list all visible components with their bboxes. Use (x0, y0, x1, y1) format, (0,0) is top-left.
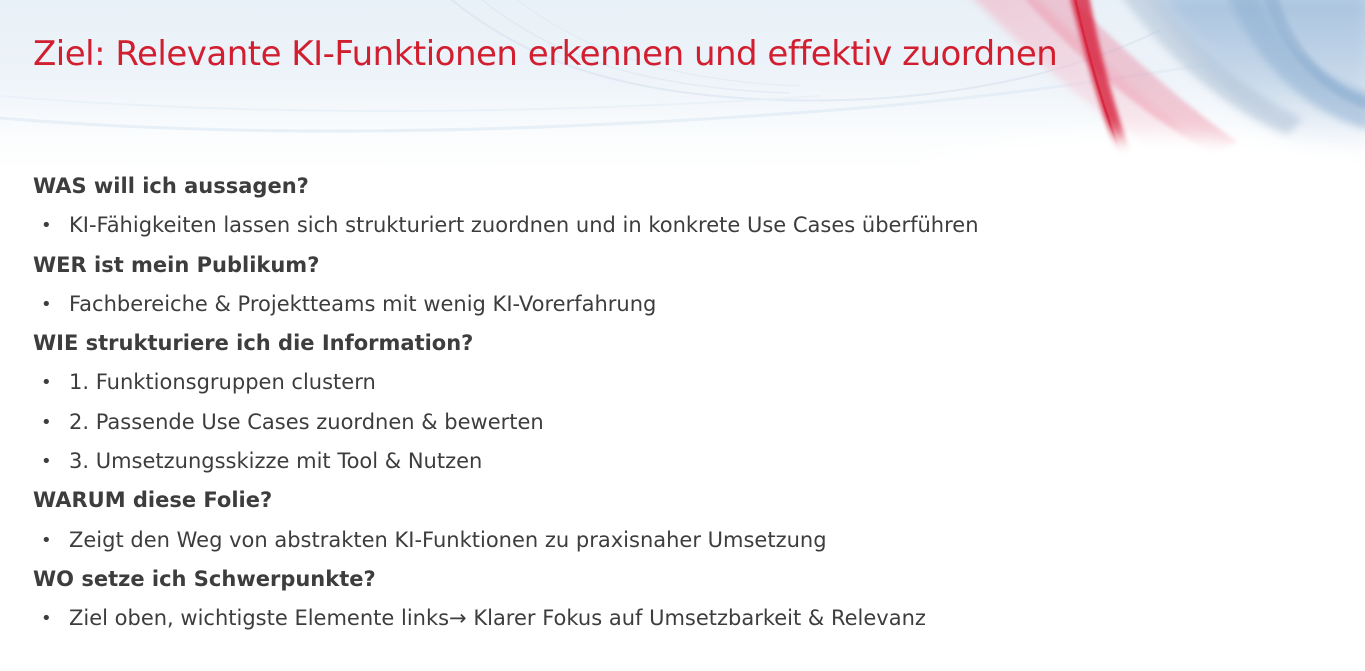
bullet-text: 1. Funktionsgruppen clustern (69, 370, 376, 395)
bullet-text: Fachbereiche & Projektteams mit wenig KI-Vorerfahrung (69, 291, 657, 316)
bullet-text: 3. Umsetzungsskizze mit Tool & Nutzen (69, 449, 483, 474)
bullet-marker: • (41, 215, 52, 237)
bullet-marker: • (41, 372, 52, 394)
bullet-marker: • (41, 529, 52, 551)
bullet-marker: • (41, 293, 52, 315)
bullet-item (33, 363, 1333, 402)
section-heading: WIE strukturiere ich die Information? (33, 331, 474, 356)
slide-title: Ziel: Relevante KI-Funktionen erkennen und effektiv zuordnen (33, 34, 1058, 74)
bullet-text: Ziel oben, wichtigste Elemente links→ Klarer Fokus auf Umsetzbarkeit & Relevanz (69, 606, 926, 631)
bullet-marker: • (41, 608, 52, 630)
bullet-item (33, 206, 1333, 245)
slide-body (33, 167, 1333, 639)
bullet-text: Zeigt den Weg von abstrakten KI-Funktionen zu praxisnaher Umsetzung (69, 527, 827, 552)
section-heading: WAS will ich aussagen? (33, 174, 309, 198)
bullet-item (33, 285, 1333, 324)
section-heading: WER ist mein Publikum? (33, 252, 320, 277)
section-heading: WARUM diese Folie? (33, 488, 273, 513)
section-heading: WO setze ich Schwerpunkte? (33, 566, 376, 591)
bullet-item (33, 442, 1333, 481)
bullet-item (33, 403, 1333, 442)
bullet-item (33, 521, 1333, 560)
bullet-item (33, 599, 1333, 638)
bullet-text: 2. Passende Use Cases zuordnen & bewerten (69, 409, 544, 434)
bullet-marker: • (41, 451, 52, 473)
bullet-text: KI-Fähigkeiten lassen sich strukturiert zuordnen und in konkrete Use Cases überführen (69, 213, 979, 238)
bullet-marker: • (41, 411, 52, 433)
